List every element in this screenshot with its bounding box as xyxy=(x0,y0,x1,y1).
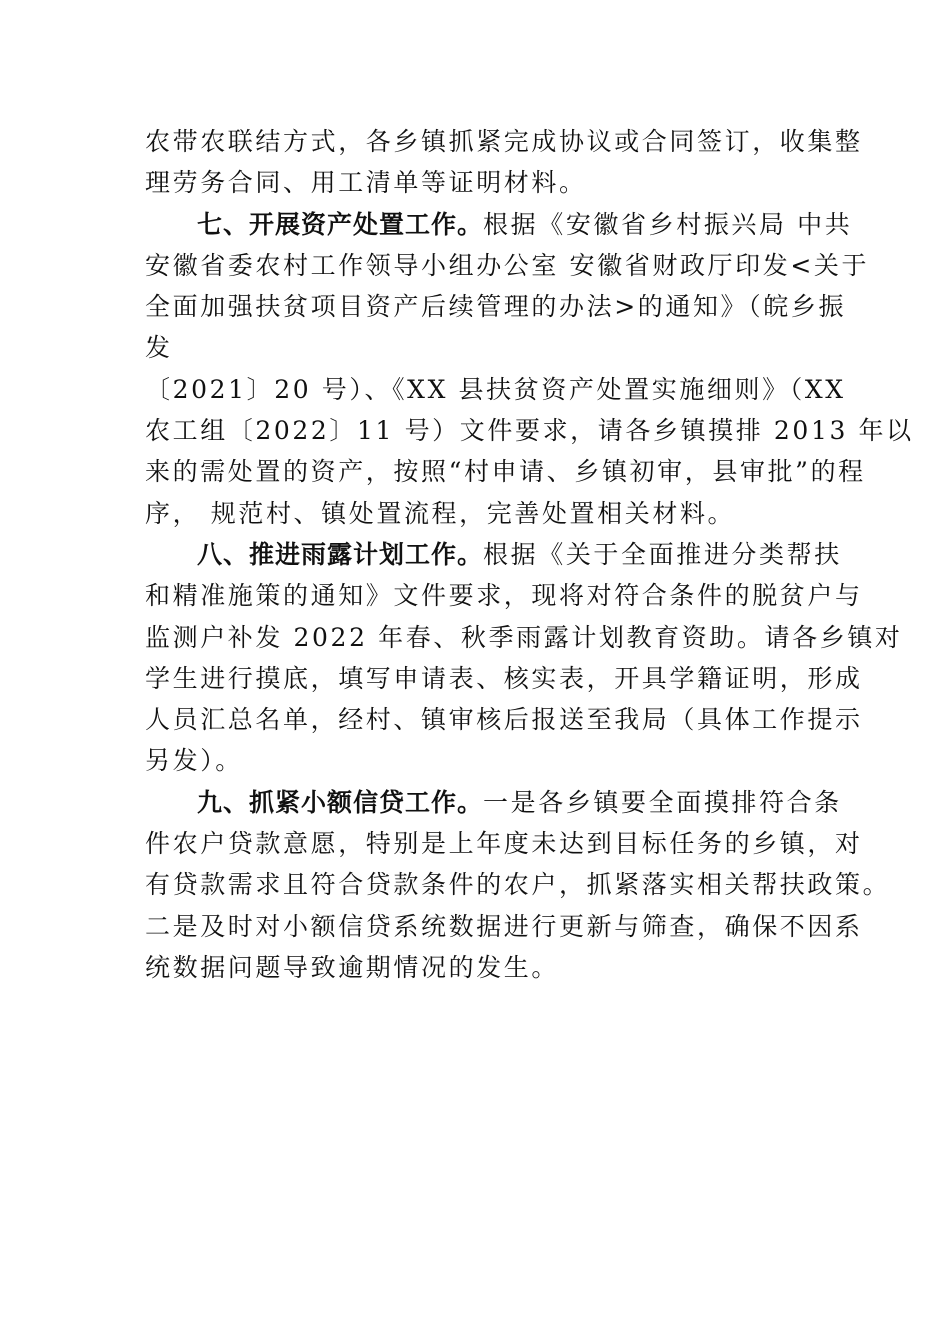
section-8-lead: 根据《关于全面推进分类帮扶 xyxy=(483,539,842,569)
body-line: 发 xyxy=(145,333,173,363)
section-8-heading: 八、推进雨露计划工作。 xyxy=(197,539,484,569)
body-line: 和精准施策的通知》文件要求，现将对符合条件的脱贫户与 xyxy=(145,581,863,611)
body-line: 有贷款需求且符合贷款条件的农户，抓紧落实相关帮扶政策。 xyxy=(145,870,891,900)
body-line: 统数据问题导致逾期情况的发生。 xyxy=(145,952,560,982)
body-line: 序， 规范村、镇处置流程，完善处置相关材料。 xyxy=(145,498,736,528)
body-line: 监测户补发 2022 年春、秋季雨露计划教育资助。请各乡镇对 xyxy=(145,622,903,652)
section-8-first-line xyxy=(145,534,842,575)
body-line: 安徽省委农村工作领导小组办公室 安徽省财政厅印发<关于 xyxy=(145,250,870,280)
document-body xyxy=(145,121,914,988)
body-line: 二是及时对小额信贷系统数据进行更新与筛查，确保不因系 xyxy=(145,911,863,941)
body-line: 件农户贷款意愿，特别是上年度未达到目标任务的乡镇，对 xyxy=(145,829,863,859)
section-9-first-line xyxy=(145,782,842,823)
section-7-heading: 七、开展资产处置工作。 xyxy=(197,209,484,239)
section-7-first-line xyxy=(145,204,853,245)
body-line: 〔2021〕20 号）、《XX 县扶贫资产处置实施细则》（XX xyxy=(145,374,846,404)
section-9-lead: 一是各乡镇要全面摸排符合条 xyxy=(483,787,842,817)
body-line: 全面加强扶贫项目资产后续管理的办法>的通知》（皖乡振 xyxy=(145,292,847,322)
body-line: 来的需处置的资产，按照“村申请、乡镇初审，县审批”的程 xyxy=(145,457,866,487)
body-line: 理劳务合同、用工清单等证明材料。 xyxy=(145,168,587,198)
body-line: 人员汇总名单，经村、镇审核后报送至我局（具体工作提示 xyxy=(145,705,863,735)
body-line: 学生进行摸底，填写申请表、核实表，开具学籍证明，形成 xyxy=(145,663,863,693)
section-9-heading: 九、抓紧小额信贷工作。 xyxy=(197,787,484,817)
body-line: 另发）。 xyxy=(145,746,243,776)
body-line: 农工组〔2022〕11 号）文件要求，请各乡镇摸排 2013 年以 xyxy=(145,416,914,446)
body-line: 农带农联结方式，各乡镇抓紧完成协议或合同签订，收集整 xyxy=(145,127,863,156)
section-7-lead: 根据《安徽省乡村振兴局 中共 xyxy=(483,209,853,239)
